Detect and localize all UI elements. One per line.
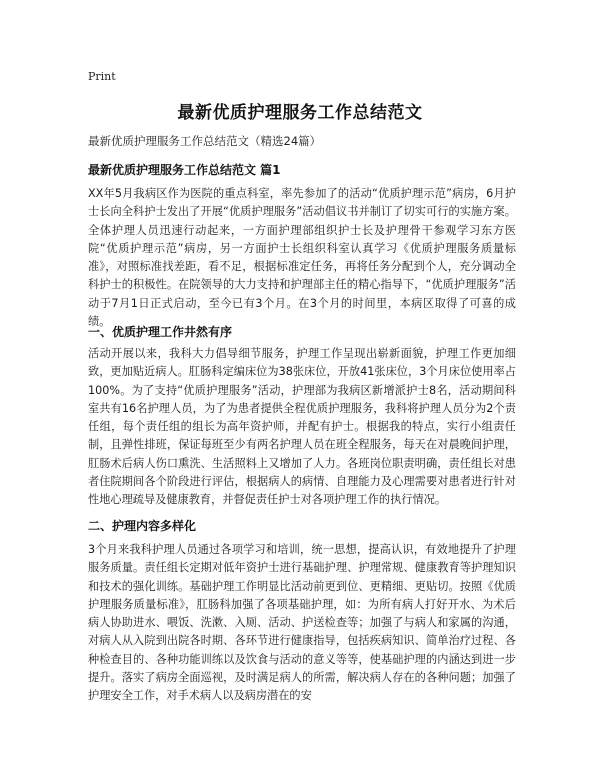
paragraph-section-2: 3个月来我科护理人员通过各项学习和培训，统一思想，提高认识，有效地提升了护理服务质量。责任组长定期对低年资护士进行基础护理、护理常规、健康教育等护理知识和技术的强化训练。基础护理工作明显比活动前更到位、更精细、更贴切。按照《优质护理服务质量标准》，肛肠科加强了各项基础护理，如：为所有病人打好开水、为术后病人协助进水、喂饭、洗漱、入厕、活动、护送检查等；加强了与病人和家属的沟通，对病人从入院到出院各时期、各环节进行健康指导，包括疾病知识、简单治疗过程、各种检查目的、各种功能训练以及饮食与活动的意义等等，使基础护理的内涵达到进一步提升。落实了病房全面巡视，及时满足病人的所需，解决病人存在的各种问题；加强了护理安全工作，对手术病人以及病房潜在的安 xyxy=(88,543,516,703)
section-heading-1: 一、优质护理工作井然有序 xyxy=(88,325,233,339)
paragraph-section-1: 活动开展以来，我科大力倡导细节服务，护理工作呈现出崭新面貌，护理工作更加细致，更加贴近病人。肛肠科定编床位为38张床位，开放41张床位，3个月床位使用率占100%。为了支持“优质护理服务”活动，护理部为我病区新增派护士8名，活动期间科室共有16名护理人员，为了为患者提供全程优质护理服务，我科将护理人员分为2个责任组，每个责任组的组长为高年资护师，并配有护士。根据我的特点，实行小组责任制，且弹性排班，保证每班至少有两名护理人员在班全程服务，每天在对晨晚间护理，肛肠术后病人伤口熏洗、生活照料上又增加了人力。各班岗位职责明确，责任组长对患者住院期间各个阶段进行评估，根据病人的病情、自理能力及心理需要对患者进行针对性地心理疏导及健康教育，并督促责任护士对各项护理工作的执行情况。 xyxy=(88,347,516,507)
article-heading: 最新优质护理服务工作总结范文 篇1 xyxy=(88,163,281,177)
section-heading-2: 二、护理内容多样化 xyxy=(88,519,197,533)
print-link[interactable]: Print xyxy=(88,70,116,83)
paragraph-intro: XX年5月我病区作为医院的重点科室，率先参加了的活动“优质护理示范”病房，6月护士长向全科护士发出了开展“优质护理服务”活动倡议书并制订了切实可行的实施方案。全体护理人员迅速行动起来，一方面护理部组织护士长及护理骨干参观学习东方医院“优质护理示范”病房，另一方面护士长组织科室认真学习《优质护理服务质量标准》，对照标准找差距，看不足，根据标准定任务，再将任务分配到个人，充分调动全科护士的积极性。在院领导的大力支持和护理部主任的精心指导下，“优质护理服务”活动于7月1日正式启动，至今已有3个月。在3个月的时间里，本病区取得了可喜的成绩。 xyxy=(88,187,516,329)
document-subtitle: 最新优质护理服务工作总结范文（精选24篇） xyxy=(88,134,322,148)
document-title: 最新优质护理服务工作总结范文 xyxy=(177,103,423,123)
